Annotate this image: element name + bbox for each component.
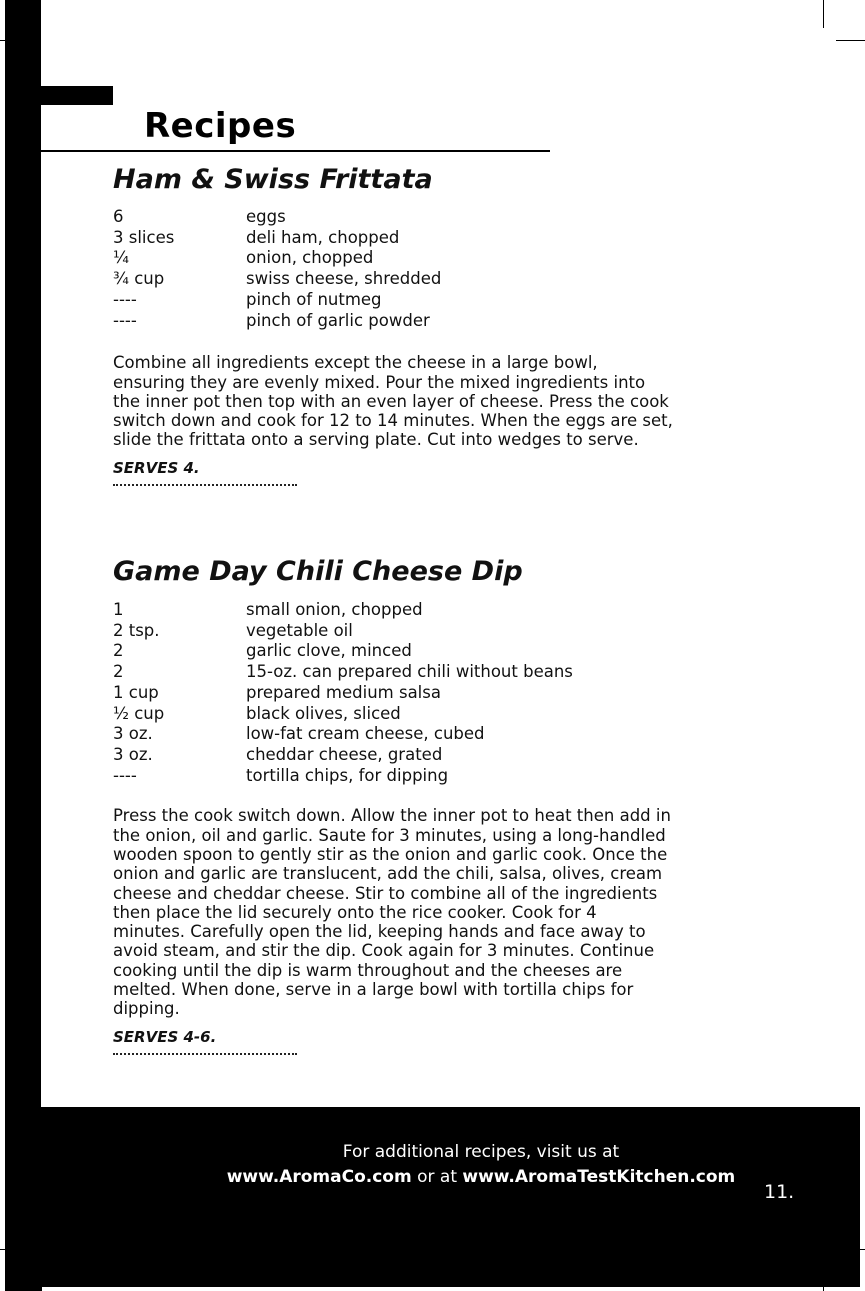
ingredient-quantity: 1 cup [113, 682, 159, 702]
ingredient-name: swiss cheese, shredded [246, 269, 442, 289]
ingredient-quantity: ---- [113, 765, 137, 785]
crop-mark-top-right [836, 40, 865, 41]
recipe-frittata [113, 163, 673, 486]
recipe-title: Ham & Swiss Frittata [113, 164, 433, 195]
ingredient-list [113, 207, 673, 331]
ingredient-name: 15-oz. can prepared chili without beans [246, 662, 573, 682]
ingredient-list [113, 600, 673, 786]
ingredient-name: cheddar cheese, grated [246, 744, 443, 764]
ingredient-name: garlic clove, minced [246, 641, 412, 661]
ingredient-name: small onion, chopped [246, 600, 423, 619]
section-tab-marker [41, 86, 113, 105]
ingredient-name: pinch of garlic powder [246, 310, 430, 330]
footer-bar [41, 1107, 860, 1287]
aroma-test-kitchen-link[interactable]: www.AromaTestKitchen.com [462, 1167, 736, 1187]
ingredient-quantity: ---- [113, 310, 137, 330]
recipe-instructions: Press the cook switch down. Allow the inner pot to heat then add in the onion, oil and garlic. Saute for 3 minutes, using a long-handled wooden spoon to gently stir as the onion and garlic cook. Once the onion and garlic are translucent, add the chili, salsa, olives, cream cheese and cheddar cheese. Stir to combine all of the ingredients then place the lid securely onto the rice cooker. Cook for 4 minutes. Carefully open the lid, keeping hands and face away to avoid steam, and stir the dip. Cook again for 3 minutes. Continue cooking until the dip is warm throughout and the cheeses are melted. When done, serve in a large bowl with tortilla chips for dipping. [113, 806, 671, 1019]
ingredient-row [113, 311, 673, 332]
ingredient-row [113, 269, 673, 290]
ingredient-row [113, 228, 673, 249]
ingredient-quantity: 3 slices [113, 227, 175, 247]
ingredient-quantity: ½ cup [113, 703, 165, 723]
crop-mark-top-left [0, 40, 30, 41]
footer-connector: or at [411, 1167, 463, 1187]
ingredient-name: tortilla chips, for dipping [246, 765, 449, 785]
ingredient-row [113, 248, 673, 269]
ingredient-row [113, 621, 673, 642]
ingredient-row [113, 641, 673, 662]
ingredient-quantity: 2 tsp. [113, 620, 160, 640]
ingredient-row [113, 290, 673, 311]
ingredient-row [113, 745, 673, 766]
crop-mark-top-right-vertical [823, 0, 824, 28]
left-margin-bar [5, 0, 41, 1291]
section-title-rule [41, 150, 550, 152]
ingredient-quantity: ---- [113, 289, 137, 309]
ingredient-quantity: 6 [113, 207, 124, 226]
serves-label: SERVES 4-6. [113, 1027, 217, 1046]
crop-mark-bottom-left [0, 1249, 30, 1250]
dotted-divider [113, 1053, 297, 1055]
ingredient-quantity: ¼ [113, 248, 129, 268]
ingredient-row [113, 683, 673, 704]
recipe-instructions: Combine all ingredients except the cheese in a large bowl, ensuring they are evenly mixed. Pour the mixed ingredients into the inner pot then top with an even layer of cheese. Press the cook switch down and cook for 12 to 14 minutes. When the eggs are set, slide the frittata onto a serving plate. Cut into wedges to serve. [113, 353, 673, 450]
ingredient-name: eggs [246, 207, 286, 226]
aromaco-link[interactable]: www.AromaCo.com [226, 1167, 412, 1187]
ingredient-row [113, 207, 673, 228]
ingredient-quantity: 1 [113, 600, 124, 619]
ingredient-row [113, 704, 673, 725]
recipe-title: Game Day Chili Cheese Dip [113, 556, 523, 587]
ingredient-name: prepared medium salsa [246, 682, 441, 702]
ingredient-quantity: ¾ cup [113, 269, 165, 289]
ingredient-name: low-fat cream cheese, cubed [246, 724, 485, 744]
ingredient-quantity: 2 [113, 662, 124, 682]
ingredient-name: black olives, sliced [246, 703, 401, 723]
ingredient-quantity: 2 [113, 641, 124, 661]
section-title: Recipes [144, 106, 297, 146]
page-number: 11. [764, 1181, 795, 1203]
ingredient-row [113, 600, 673, 621]
recipe-chili-cheese-dip [113, 555, 673, 1055]
footer-links [41, 1165, 865, 1189]
ingredient-row [113, 662, 673, 683]
dotted-divider [113, 484, 297, 486]
ingredient-name: pinch of nutmeg [246, 289, 382, 309]
ingredient-quantity: 3 oz. [113, 744, 153, 764]
ingredient-quantity: 3 oz. [113, 724, 153, 744]
serves-label: SERVES 4. [113, 458, 200, 477]
ingredient-name: vegetable oil [246, 620, 353, 640]
ingredient-row [113, 724, 673, 745]
ingredient-name: deli ham, chopped [246, 227, 400, 247]
ingredient-name: onion, chopped [246, 248, 374, 268]
ingredient-row [113, 766, 673, 787]
footer-text: For additional recipes, visit us at [342, 1142, 620, 1162]
